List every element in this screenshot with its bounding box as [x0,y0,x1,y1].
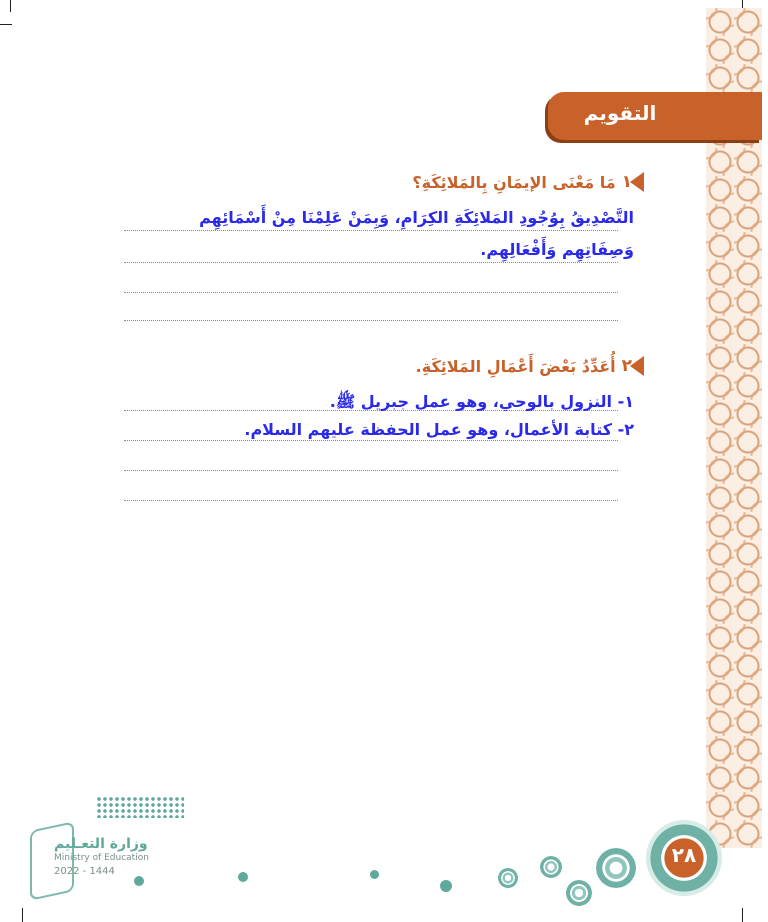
handwritten-answer: ٢- كتابة الأعمال، وهو عمل الحفظة عليهم السلام. [244,420,634,439]
decorative-rosette [596,848,636,888]
handwritten-answer: التَّصْدِيقُ بِوُجُودِ المَلائِكَةِ الكِرَامِ، وَبِمَنْ عَلِمْنَا مِنْ أَسْمَائِهِم [199,208,634,227]
page-number: ٢٨ [671,843,697,867]
question-1 [412,172,644,192]
question-number: ٢ [621,356,632,376]
section-title: التقويم [583,101,657,125]
question-text: أُعَدِّدُ بَعْضَ أَعْمَالِ المَلائِكَةِ. [415,356,616,376]
decorative-dot [238,872,248,882]
edition-year: 2022 - 1444 [54,866,115,877]
answer-line [124,292,618,293]
decorative-rosette [540,856,562,878]
crop-mark-bottom-left [22,908,23,922]
ministry-logo-dots [96,796,184,818]
decorative-dot [134,876,144,886]
arrow-icon [630,172,644,192]
question-text: مَا مَعْنَى الإيمَانِ بِالمَلائِكَةِ؟ [412,172,616,192]
decorative-dot [370,870,379,879]
answer-line [124,230,618,231]
handwritten-answer: ١- النزول بالوحي، وهو عمل جبريل ﷺ. [329,392,634,411]
arrow-icon [630,356,644,376]
decorative-dot [440,880,452,892]
crop-mark-top-left [10,0,11,12]
answer-line [124,262,618,263]
decorative-rosette [566,880,592,906]
answer-line [124,500,618,501]
question-number: ١ [621,172,632,192]
handwritten-answer: وَصِفَاتِهِم وَأَفْعَالِهِم. [480,240,634,259]
answer-line [124,320,618,321]
answer-line [124,470,618,471]
ministry-name-arabic: وزارة التعـليم [54,836,148,852]
crop-mark-top-left-h [0,24,12,25]
crop-mark-bottom-right [742,908,743,922]
ministry-name-english: Ministry of Education [54,853,149,863]
answer-line [124,440,618,441]
question-2 [416,356,644,376]
decorative-rosette [498,868,518,888]
